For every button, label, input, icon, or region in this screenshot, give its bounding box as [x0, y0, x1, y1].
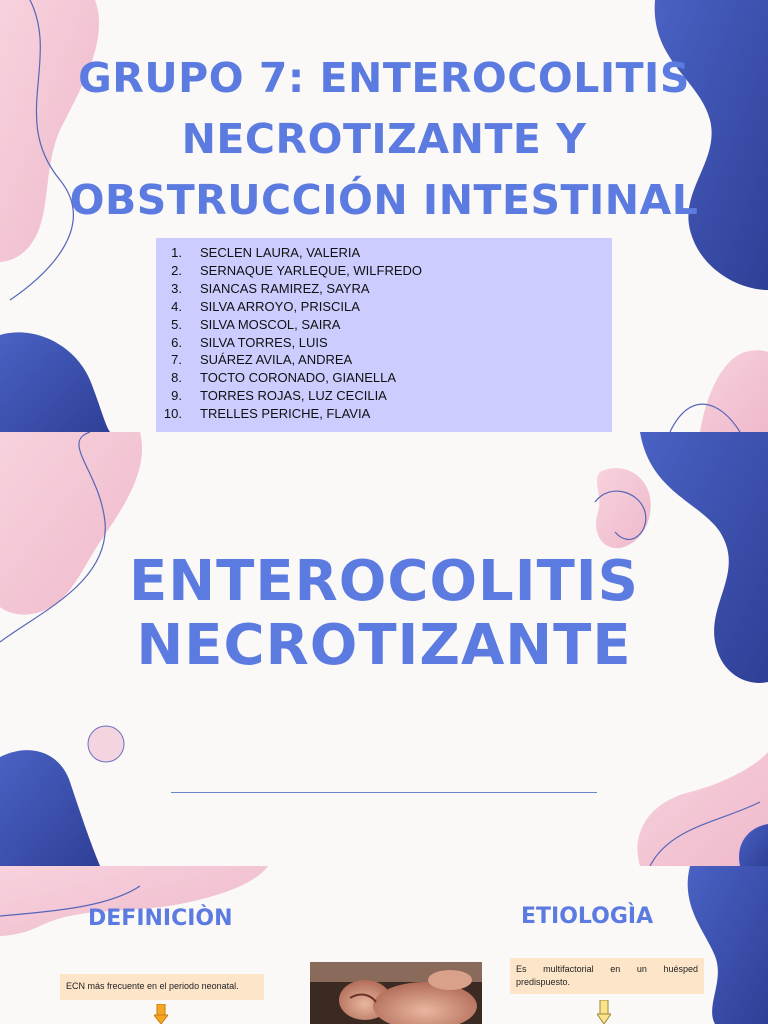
item-number: 4. — [171, 298, 182, 314]
list-item — [156, 369, 612, 387]
list-item — [156, 405, 612, 423]
member-name: SERNAQUE YARLEQUE, WILFREDO — [200, 262, 423, 278]
members-box — [156, 238, 612, 432]
title-line: GRUPO 7: ENTEROCOLITIS — [78, 54, 690, 102]
definicion-title: DEFINICIÒN — [88, 906, 233, 931]
definicion-note: ECN más frecuente en el periodo neonatal. — [60, 974, 264, 1000]
etiologia-title: ETIOLOGÌA — [521, 904, 654, 929]
list-item — [156, 387, 612, 405]
item-number: 2. — [171, 262, 182, 278]
item-number: 9. — [171, 388, 182, 404]
item-number: 1. — [171, 245, 182, 260]
item-number: 3. — [171, 280, 182, 296]
item-number: 8. — [171, 370, 182, 386]
list-item — [156, 262, 612, 280]
list-item — [156, 280, 612, 298]
member-name: SILVA ARROYO, PRISCILA — [200, 298, 360, 314]
arrow-down-icon — [597, 1000, 611, 1024]
item-number: 7. — [171, 352, 182, 368]
list-item — [156, 334, 612, 352]
navy-blob-left — [0, 332, 110, 432]
member-name: TOCTO CORONADO, GIANELLA — [200, 370, 397, 386]
title-line: OBSTRUCCIÓN INTESTINAL — [69, 176, 699, 224]
pink-blob-small — [596, 468, 651, 548]
member-name: TRELLES PERICHE, FLAVIA — [200, 406, 371, 422]
member-name: SUÁREZ AVILA, ANDREA — [200, 352, 353, 368]
arrow-down-icon — [154, 1004, 168, 1024]
pink-blob-right — [700, 350, 768, 432]
slide-title — [0, 0, 768, 432]
title-line: NECROTIZANTE Y — [181, 115, 587, 163]
slide-section-title — [0, 432, 768, 866]
item-number: 10. — [163, 406, 182, 422]
ring — [88, 726, 124, 762]
newborn-photo — [310, 962, 482, 1024]
divider-line — [171, 792, 597, 793]
list-item — [156, 316, 612, 334]
list-item — [156, 298, 612, 316]
slide2-title — [0, 550, 768, 678]
navy-blob-left — [0, 750, 100, 866]
title-line: ENTEROCOLITIS — [129, 549, 639, 614]
member-name: TORRES ROJAS, LUZ CECILIA — [200, 388, 387, 404]
list-item — [156, 351, 612, 369]
member-name: SILVA TORRES, LUIS — [200, 334, 328, 350]
title-line: NECROTIZANTE — [136, 613, 632, 678]
item-number: 5. — [171, 316, 182, 332]
member-name: SILVA MOSCOL, SAIRA — [200, 316, 341, 332]
member-name: SIANCAS RAMIREZ, SAYRA — [200, 280, 370, 296]
slide1-title — [0, 48, 768, 231]
etiologia-note: Es multifactorial en un huésped predispuesto. — [510, 958, 704, 994]
members-list — [156, 244, 612, 423]
slide-content — [0, 866, 768, 1024]
item-number: 6. — [171, 334, 182, 350]
navy-blob — [688, 866, 768, 1024]
list-item — [156, 244, 612, 262]
member-name: SECLEN LAURA, VALERIA — [200, 245, 361, 260]
